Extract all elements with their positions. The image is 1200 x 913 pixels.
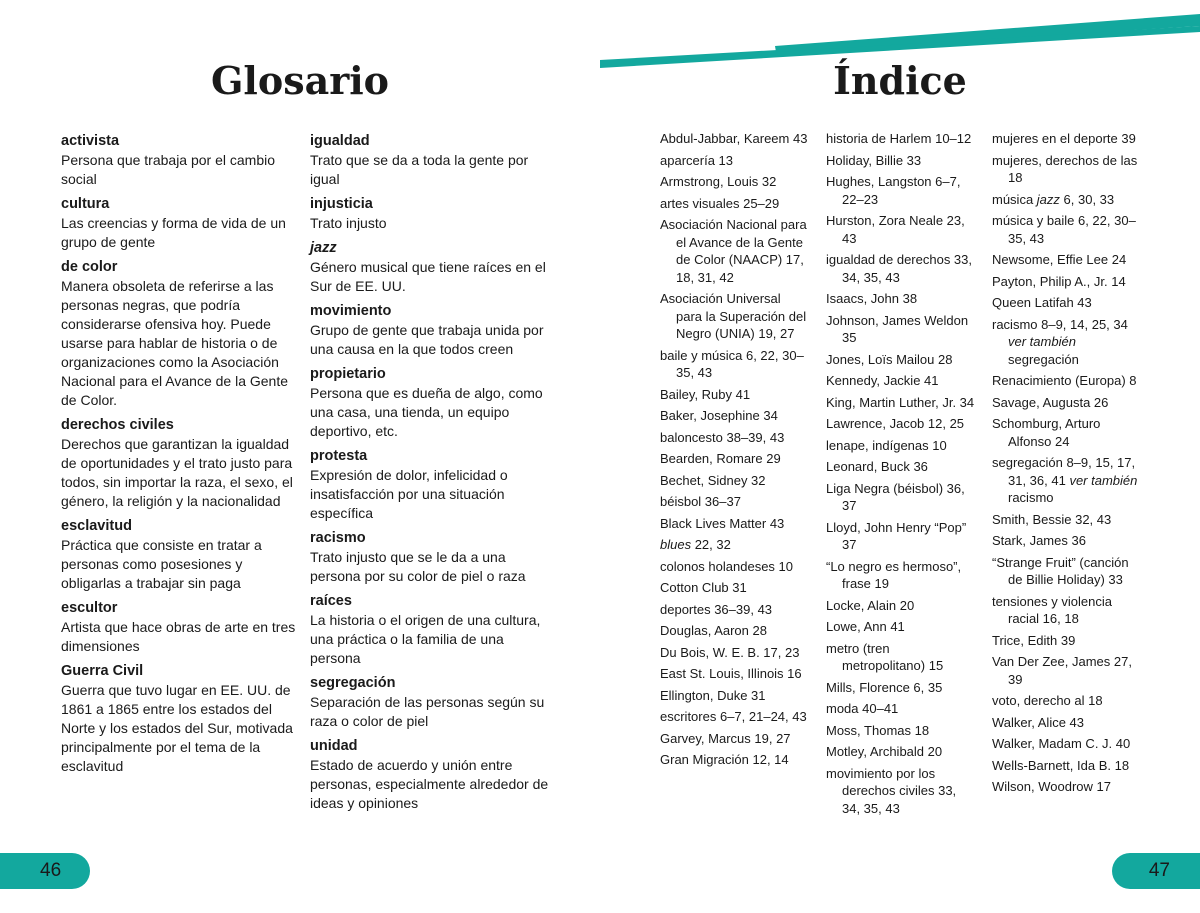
index-entry <box>992 316 1142 369</box>
page-number-left: 46 <box>0 853 90 889</box>
glossary-definition: Expresión de dolor, infelicidad o insatisfacción por una situación específica <box>310 467 508 521</box>
index-entry-text: moda 40–41 <box>826 701 899 716</box>
index-entry-text: segregación <box>1008 351 1079 367</box>
index-entry <box>660 515 810 533</box>
index-entry-text: música y baile 6, 22, 30–35, 43 <box>992 213 1136 246</box>
index-entry <box>826 458 976 476</box>
index-entry <box>826 480 976 515</box>
index-entry <box>660 665 810 683</box>
index-entry-text: Hughes, Langston 6–7, 22–23 <box>826 174 961 207</box>
glossary-entry <box>310 132 555 189</box>
glossary-term: derechos civiles <box>61 417 174 433</box>
index-entry-text: Abdul-Jabbar, Kareem 43 <box>660 131 808 146</box>
index-entry-text: Wells-Barnett, Ida B. 18 <box>992 757 1130 773</box>
glossary-term: escultor <box>61 600 118 616</box>
index-entry-text: Savage, Augusta 26 <box>992 394 1109 410</box>
index-entry <box>992 653 1142 688</box>
glossary-term: racismo <box>310 530 366 546</box>
index-entry <box>660 152 810 170</box>
index-entry <box>660 730 810 748</box>
glossary-term: de color <box>61 259 118 275</box>
glossary-definition: Artista que hace obras de arte en tres dimensiones <box>61 619 296 654</box>
index-entry-text: Van Der Zee, James 27, 39 <box>992 654 1132 687</box>
index-entry-text: aparcería 13 <box>660 152 733 168</box>
glossary-entry <box>310 674 555 731</box>
index-entry-text: Leonard, Buck 36 <box>826 459 928 474</box>
teal-stripe-shape <box>600 26 1200 68</box>
index-entry-text: Asociación Universal para la Superación del Negro (UNIA) 19, 27 <box>660 291 807 341</box>
index-entry-text: Gran Migración 12, 14 <box>660 752 789 767</box>
index-entry <box>660 195 810 213</box>
index-entry-text: Queen Latifah 43 <box>992 295 1092 310</box>
index-entry <box>826 765 976 818</box>
glossary-term: propietario <box>310 366 386 382</box>
index-entry-text: King, Martin Luther, Jr. 34 <box>826 394 975 410</box>
glossary-definition: Manera obsoleta de referirse a las personas negras, que podría considerarse ofensiva hoy. Puede usarse para hablar de historia o de organizaciones como la Asociación Nacional para el Avance de la Gente de Color. <box>61 278 289 408</box>
glossary-definition: Estado de acuerdo y unión entre personas, especialmente alrededor de ideas y opiniones <box>310 757 549 811</box>
index-entry-text: Kennedy, Jackie 41 <box>826 373 939 388</box>
index-entry <box>660 493 810 511</box>
glossary-term: protesta <box>310 448 368 464</box>
index-entry-text: Liga Negra (béisbol) 36, 37 <box>826 480 965 513</box>
index-entry <box>660 347 810 382</box>
glossary-column-2 <box>310 132 555 819</box>
index-entry <box>992 757 1142 775</box>
index-entry <box>660 173 810 191</box>
index-entry-text: mujeres, derechos de las 18 <box>992 152 1138 185</box>
index-entry-text: Jones, Loïs Mailou 28 <box>826 351 953 367</box>
index-entry-text: Johnson, James Weldon 35 <box>826 312 969 345</box>
index-entry <box>660 601 810 619</box>
index-entry-text: movimiento por los derechos civiles 33, 34, 35, 43 <box>826 765 957 816</box>
index-entry <box>992 152 1142 187</box>
index-entry <box>826 312 976 347</box>
index-column-2 <box>826 130 976 821</box>
index-entry-text: Wilson, Woodrow 17 <box>992 779 1111 794</box>
index-entry <box>826 130 976 148</box>
index-entry <box>660 130 810 148</box>
index-entry-text: Newsome, Effie Lee 24 <box>992 252 1127 267</box>
index-entry <box>826 618 976 636</box>
index-entry-text: Lloyd, John Henry “Pop” 37 <box>826 519 967 552</box>
index-entry <box>992 714 1142 732</box>
index-entry <box>660 558 810 576</box>
glossary-term: activista <box>61 133 120 149</box>
index-entry-text: mujeres en el deporte 39 <box>992 131 1136 146</box>
index-entry-text: Motley, Archibald 20 <box>826 744 943 759</box>
index-entry <box>992 212 1142 247</box>
index-entry-text: historia de Harlem 10–12 <box>826 131 972 146</box>
index-entry <box>660 751 810 769</box>
index-entry-text: escritores 6–7, 21–24, 43 <box>660 709 807 724</box>
glossary-entry <box>61 416 301 511</box>
page-number-right: 47 <box>1112 853 1200 889</box>
glossary-term: segregación <box>310 675 396 691</box>
glossary-definition: Derechos que garantizan la igualdad de oportunidades y el trato justo para todos, sin importar la raza, el sexo, el género, la religión y la nacionalidad <box>61 436 293 509</box>
index-entry <box>826 743 976 761</box>
index-entry-text: Holiday, Billie 33 <box>826 152 922 168</box>
glossary-entry <box>61 662 301 776</box>
glossary-entry <box>310 447 555 523</box>
index-entry-text: ver también <box>1069 472 1138 488</box>
index-entry-text: Bearden, Romare 29 <box>660 451 781 466</box>
index-entry <box>826 722 976 740</box>
index-entry-text: Bechet, Sidney 32 <box>660 472 766 488</box>
index-entry-text: Trice, Edith 39 <box>992 632 1076 648</box>
index-entry-text: música <box>992 191 1037 207</box>
glossary-definition: Trato que se da a toda la gente por igual <box>310 152 529 187</box>
index-entry <box>992 130 1142 148</box>
index-entry-text: Lowe, Ann 41 <box>826 619 905 634</box>
glossary-entry <box>61 599 301 656</box>
index-entry-text: béisbol 36–37 <box>660 494 741 509</box>
index-entry-text: igualdad de derechos 33, 34, 35, 43 <box>826 252 973 285</box>
index-page <box>600 0 1200 913</box>
glossary-title: Glosario <box>210 58 390 103</box>
index-entry <box>660 622 810 640</box>
index-entry <box>826 173 976 208</box>
index-title: Índice <box>833 58 967 103</box>
index-entry-text: Isaacs, John 38 <box>826 291 918 306</box>
index-entry-text: “Lo negro es hermoso”, frase 19 <box>826 558 962 591</box>
index-entry <box>992 735 1142 753</box>
index-column-1 <box>660 130 810 773</box>
glossary-definition: Práctica que consiste en tratar a personas como posesiones y obligarlas a trabajar sin paga <box>61 537 262 591</box>
index-entry-text: Garvey, Marcus 19, 27 <box>660 730 791 746</box>
index-entry <box>992 511 1142 529</box>
glossary-definition: Persona que trabaja por el cambio social <box>61 152 276 187</box>
index-entry <box>826 394 976 412</box>
glossary-term: unidad <box>310 738 358 754</box>
glossary-entry <box>310 592 555 668</box>
glossary-term: raíces <box>310 593 352 609</box>
index-entry <box>826 152 976 170</box>
glossary-definition: Trato injusto <box>310 215 387 231</box>
index-entry-text: deportes 36–39, 43 <box>660 601 773 617</box>
index-entry-text: Moss, Thomas 18 <box>826 722 930 738</box>
index-entry <box>992 532 1142 550</box>
index-entry-text: Mills, Florence 6, 35 <box>826 679 943 695</box>
index-entry <box>660 450 810 468</box>
index-entry-text: Stark, James 36 <box>992 533 1086 548</box>
index-entry <box>660 644 810 662</box>
index-entry-text: Renacimiento (Europa) 8 <box>992 373 1137 388</box>
index-entry-text: metro (tren metropolitano) 15 <box>826 640 944 673</box>
index-entry-text: Baker, Josephine 34 <box>660 408 778 423</box>
glossary-entry <box>310 737 555 813</box>
decorative-teal-stripe <box>600 0 1200 70</box>
glossary-term: igualdad <box>310 133 370 149</box>
index-entry-text: artes visuales 25–29 <box>660 195 780 211</box>
glossary-entry <box>310 239 555 296</box>
index-entry-text: blues <box>660 537 692 552</box>
index-entry <box>826 372 976 390</box>
index-entry-text: ver también <box>1008 334 1076 349</box>
glossary-entry <box>61 195 301 252</box>
index-entry-text: “Strange Fruit” (canción de Billie Holiday) 33 <box>992 554 1129 587</box>
index-entry <box>660 708 810 726</box>
index-entry-text: racismo <box>1008 490 1054 505</box>
index-entry-text: voto, derecho al 18 <box>992 693 1103 708</box>
glossary-entry <box>61 132 301 189</box>
glossary-term: Guerra Civil <box>61 663 144 679</box>
glossary-entry <box>310 529 555 586</box>
glossary-definition: Persona que es dueña de algo, como una casa, una tienda, un equipo deportivo, etc. <box>310 385 543 439</box>
index-entry-text: segregación 8–9, 15, 17, 31, 36, 41 <box>992 455 1136 488</box>
glossary-definition: Trato injusto que se le da a una persona por su color de piel o raza <box>310 549 526 584</box>
index-entry <box>660 407 810 425</box>
index-entry <box>826 251 976 286</box>
index-entry <box>992 191 1142 209</box>
index-entry <box>660 687 810 705</box>
index-entry <box>992 692 1142 710</box>
index-entry-text: Locke, Alain 20 <box>826 597 915 613</box>
index-entry <box>992 632 1142 650</box>
index-entry-text: Cotton Club 31 <box>660 580 747 595</box>
index-entry-text: Lawrence, Jacob 12, 25 <box>826 416 965 431</box>
index-entry <box>660 216 810 286</box>
index-entry-text: Asociación Nacional para el Avance de la Gente de Color (NAACP) 17, 18, 31, 42 <box>660 217 807 285</box>
index-entry-text: Smith, Bessie 32, 43 <box>992 511 1112 527</box>
glossary-definition: La historia o el origen de una cultura, una práctica o la familia de una persona <box>310 612 541 666</box>
index-entry-text: tensiones y violencia racial 16, 18 <box>992 593 1112 626</box>
index-entry <box>992 554 1142 589</box>
index-entry <box>992 593 1142 628</box>
glossary-term: jazz <box>310 240 337 256</box>
index-entry <box>992 454 1142 507</box>
index-entry-text: Payton, Philip A., Jr. 14 <box>992 273 1126 289</box>
index-entry <box>826 700 976 718</box>
index-entry-text: Du Bois, W. E. B. 17, 23 <box>660 644 800 660</box>
index-entry <box>992 294 1142 312</box>
index-entry <box>826 437 976 455</box>
glossary-entry <box>310 365 555 441</box>
glossary-term: movimiento <box>310 303 392 319</box>
index-entry-text: Hurston, Zora Neale 23, 43 <box>826 213 965 246</box>
index-entry <box>992 394 1142 412</box>
glossary-entry <box>310 195 555 233</box>
glossary-definition: Las creencias y forma de vida de un grupo de gente <box>61 215 286 250</box>
glossary-definition: Separación de las personas según su raza o color de piel <box>310 694 545 729</box>
index-entry <box>660 429 810 447</box>
glossary-entry <box>61 517 301 593</box>
index-entry-text: colonos holandeses 10 <box>660 558 793 574</box>
index-entry-text: Armstrong, Louis 32 <box>660 174 777 189</box>
index-entry-text: Bailey, Ruby 41 <box>660 386 751 402</box>
index-entry-text: East St. Louis, Illinois 16 <box>660 666 802 681</box>
index-entry <box>826 212 976 247</box>
index-entry-text: lenape, indígenas 10 <box>826 437 947 453</box>
index-entry-text: Black Lives Matter 43 <box>660 515 785 531</box>
index-entry <box>826 640 976 675</box>
index-entry <box>660 386 810 404</box>
index-entry-text: jazz <box>1036 191 1060 207</box>
index-entry-text: Walker, Alice 43 <box>992 714 1085 730</box>
index-entry <box>992 372 1142 390</box>
index-entry <box>826 415 976 433</box>
glossary-term: injusticia <box>310 196 373 212</box>
index-entry-text: Ellington, Duke 31 <box>660 687 766 703</box>
index-entry-text: racismo 8–9, 14, 25, 34 <box>992 316 1128 332</box>
index-column-3 <box>992 130 1142 800</box>
index-entry-text: baile y música 6, 22, 30–35, 43 <box>660 347 804 380</box>
index-entry-text: 22, 32 <box>691 537 731 552</box>
glossary-definition: Grupo de gente que trabaja unida por una causa en la que todos creen <box>310 322 544 357</box>
index-entry-text: 6, 30, 33 <box>1059 191 1115 207</box>
index-entry <box>826 290 976 308</box>
glossary-term: esclavitud <box>61 518 132 534</box>
glossary-column-1 <box>61 132 301 782</box>
glossary-entry <box>310 302 555 359</box>
index-entry <box>992 251 1142 269</box>
index-entry-text: Walker, Madam C. J. 40 <box>992 736 1131 751</box>
index-entry <box>992 778 1142 796</box>
index-entry <box>826 351 976 369</box>
glossary-definition: Género musical que tiene raíces en el Sur de EE. UU. <box>310 259 546 294</box>
index-entry <box>992 415 1142 450</box>
index-entry <box>826 519 976 554</box>
index-entry <box>660 579 810 597</box>
index-entry-text: Douglas, Aaron 28 <box>660 623 767 638</box>
index-entry <box>826 597 976 615</box>
glossary-entry <box>61 258 301 410</box>
index-entry <box>826 679 976 697</box>
index-entry <box>660 290 810 343</box>
index-entry <box>660 472 810 490</box>
index-entry <box>992 273 1142 291</box>
glossary-definition: Guerra que tuvo lugar en EE. UU. de 1861 a 1865 entre los estados del Norte y los estados del Sur, motivada principalmente por el tema de la esclavitud <box>61 682 293 774</box>
index-entry-text: baloncesto 38–39, 43 <box>660 429 785 445</box>
index-entry <box>660 536 810 554</box>
index-entry-text: Schomburg, Arturo Alfonso 24 <box>992 416 1101 449</box>
glossary-term: cultura <box>61 196 110 212</box>
index-entry <box>826 558 976 593</box>
